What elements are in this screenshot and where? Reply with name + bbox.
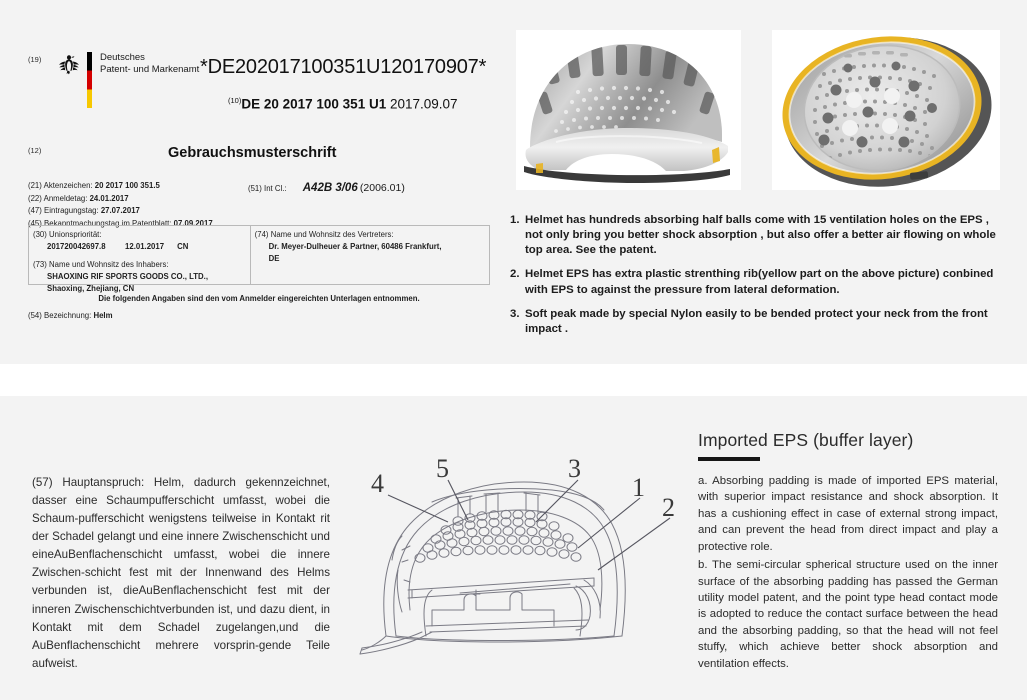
feature-item bbox=[510, 267, 1008, 297]
biblio-value-22: 24.01.2017 bbox=[89, 193, 129, 203]
german-eagle-icon bbox=[58, 53, 80, 75]
designation-label: Bezeichnung: bbox=[44, 311, 92, 320]
owner-label: Name und Wohnsitz des Inhabers: bbox=[49, 260, 169, 270]
owner-line1: SHAOXING RIF SPORTS GOODS CO., LTD., bbox=[47, 272, 209, 282]
helmet-top-photo bbox=[772, 30, 1000, 190]
inid-code-19: (19) bbox=[28, 55, 42, 64]
eps-heading: Imported EPS (buffer layer) bbox=[698, 430, 914, 450]
feature-text: Helmet EPS has extra plastic strenthing rib(yellow part on the above picture) conbined with EPS to against the pressure from lateral deformation. bbox=[525, 268, 994, 296]
feature-text: Soft peak made by special Nylon easily to be bended protect your neck from the front impact . bbox=[525, 307, 988, 335]
callout-3: 3 bbox=[568, 454, 581, 483]
callout-2: 2 bbox=[662, 493, 675, 522]
inid-code-30: (30) bbox=[33, 230, 47, 239]
priority-and-owner-cell bbox=[28, 226, 251, 294]
intcl-label: Int Cl.: bbox=[264, 184, 287, 193]
priority-header bbox=[33, 229, 246, 241]
priority-country: CN bbox=[177, 242, 189, 252]
eps-heading-rule bbox=[698, 457, 760, 461]
callout-4: 4 bbox=[371, 469, 384, 498]
biblio-label-22: Anmeldetag: bbox=[43, 193, 88, 203]
applicant-notice: Die folgenden Angaben sind den vom Anmelder eingereichten Unterlagen entnommen. bbox=[98, 294, 420, 303]
document-kind-title: Gebrauchsmusterschrift bbox=[168, 145, 337, 161]
inid-code-22: (22) bbox=[28, 193, 42, 203]
international-classification bbox=[248, 182, 405, 194]
helmet-side-photo bbox=[516, 30, 741, 190]
publication-date: 2017.09.07 bbox=[389, 96, 458, 112]
office-name bbox=[100, 52, 199, 77]
feature-number: 3. bbox=[510, 307, 520, 320]
feature-number: 1. bbox=[510, 214, 520, 226]
designation-row bbox=[28, 311, 113, 320]
representative-header bbox=[255, 229, 485, 241]
inid-code-74: (74) bbox=[254, 230, 269, 239]
german-flag-bar-icon bbox=[87, 52, 92, 108]
designation-value: Helm bbox=[93, 311, 113, 320]
biblio-value-45: 07.09.2017 bbox=[173, 218, 213, 228]
inid-code-51: (51) bbox=[248, 184, 262, 193]
inid-code-47: (47) bbox=[28, 206, 42, 216]
callout-1: 1 bbox=[632, 473, 645, 502]
inid-code-45: (45) bbox=[28, 218, 42, 228]
inid-code-21: (21) bbox=[28, 181, 42, 190]
owner-line2: Shaoxing, Zhejiang, CN bbox=[47, 284, 135, 294]
office-name-line1: Deutsches bbox=[100, 52, 145, 63]
biblio-label-45: Bekanntmachungstag im Patentblatt: bbox=[44, 218, 172, 228]
callout-5: 5 bbox=[436, 454, 449, 483]
representative-line1: Dr. Meyer-Dulheuer & Partner, 60486 Frankfurt, bbox=[268, 242, 442, 252]
eps-description-block bbox=[698, 430, 998, 674]
biblio-row-22 bbox=[28, 193, 490, 206]
priority-values bbox=[33, 241, 246, 253]
dpma-logo bbox=[58, 52, 199, 108]
biblio-label-47: Eintragungstag: bbox=[44, 206, 99, 216]
feature-text: Helmet has hundreds absorbing half balls come with 15 ventilation holes on the EPS , not only bring you better shock absorption , but also offer a better air flowing on whole top area. See the patent. bbox=[525, 214, 996, 257]
representative-line2: DE bbox=[268, 254, 280, 264]
biblio-label-21: Aktenzeichen: bbox=[43, 181, 93, 190]
feature-item bbox=[510, 307, 1008, 337]
eps-paragraph-a: a. Absorbing padding is made of imported EPS material, with superior impact resistance and shock absorption. It has a cushioning effect in case of external strong impact, and can prevent the head from direct impact and play a protective role. bbox=[698, 475, 998, 553]
inid-code-54: (54) bbox=[28, 311, 42, 320]
priority-date: 12.01.2017 bbox=[125, 242, 165, 252]
eps-paragraph-b: b. The semi-circular spherical structure used on the inner surface of the absorbing padding has passed the German utility model patent, and the point type head contact mode is adopted to reduce the contact surface between the head and the absorbing padding, so that the head will not feel stuffy, which achieve better shock absorption and ventilation effects. bbox=[698, 559, 998, 670]
biblio-value-47: 27.07.2017 bbox=[100, 206, 140, 216]
ipc-symbol: A42B 3/06 bbox=[302, 182, 358, 194]
biblio-value-21: 20 2017 100 351.5 bbox=[94, 181, 160, 190]
publication-number-line bbox=[228, 96, 458, 112]
priority-label: Unionspriorität: bbox=[49, 230, 102, 239]
owner-header bbox=[33, 259, 246, 271]
inid-code-73: (73) bbox=[33, 260, 47, 270]
helmet-top-photo-graphic bbox=[772, 30, 1000, 190]
ipc-version: (2006.01) bbox=[359, 182, 405, 194]
publication-number: DE 20 2017 100 351 U1 bbox=[241, 96, 387, 112]
representative-cell bbox=[251, 226, 490, 284]
office-name-line2: Patent- und Markenamt bbox=[100, 64, 200, 76]
feature-list bbox=[510, 213, 1008, 346]
priority-number: 201720042697.8 bbox=[47, 242, 106, 252]
helmet-side-photo-graphic bbox=[516, 30, 741, 190]
helmet-line-drawing-graphic bbox=[340, 440, 692, 662]
feature-number: 2. bbox=[510, 268, 520, 281]
barcode-text: *DE202017100351U120170907* bbox=[200, 56, 487, 78]
parties-table bbox=[28, 225, 490, 294]
feature-item bbox=[510, 213, 1008, 258]
biblio-row-47 bbox=[28, 205, 490, 218]
inid-code-10: (10) bbox=[228, 96, 242, 105]
german-claim-text: (57) Hauptanspruch: Helm, dadurch gekennzeichnet, dasser eine Schaumpufferschicht umfasst, wobei die Schaum-pufferschicht wenigstens teilweise in Kontakt rit der Schadel gelangt und eine innere Zwischenschicht und eineAuBenflachenschicht umfasst, wobei die innere Zwischen-schicht fest mit der Innenwand des Helms verbunden ist, dieAuBenflachenschicht fest mit der inneren Zwischenschichtverbunden ist, und dazu dient, in Kontakt mit dem Schadel zugelangen,und die AuBenflachenschicht mehrere vorsprin-gende Teile aufweist. bbox=[32, 476, 330, 670]
representative-label: Name und Wohnsitz des Vertreters: bbox=[270, 230, 394, 239]
helmet-line-drawing bbox=[340, 440, 692, 662]
inid-code-12: (12) bbox=[28, 146, 42, 155]
